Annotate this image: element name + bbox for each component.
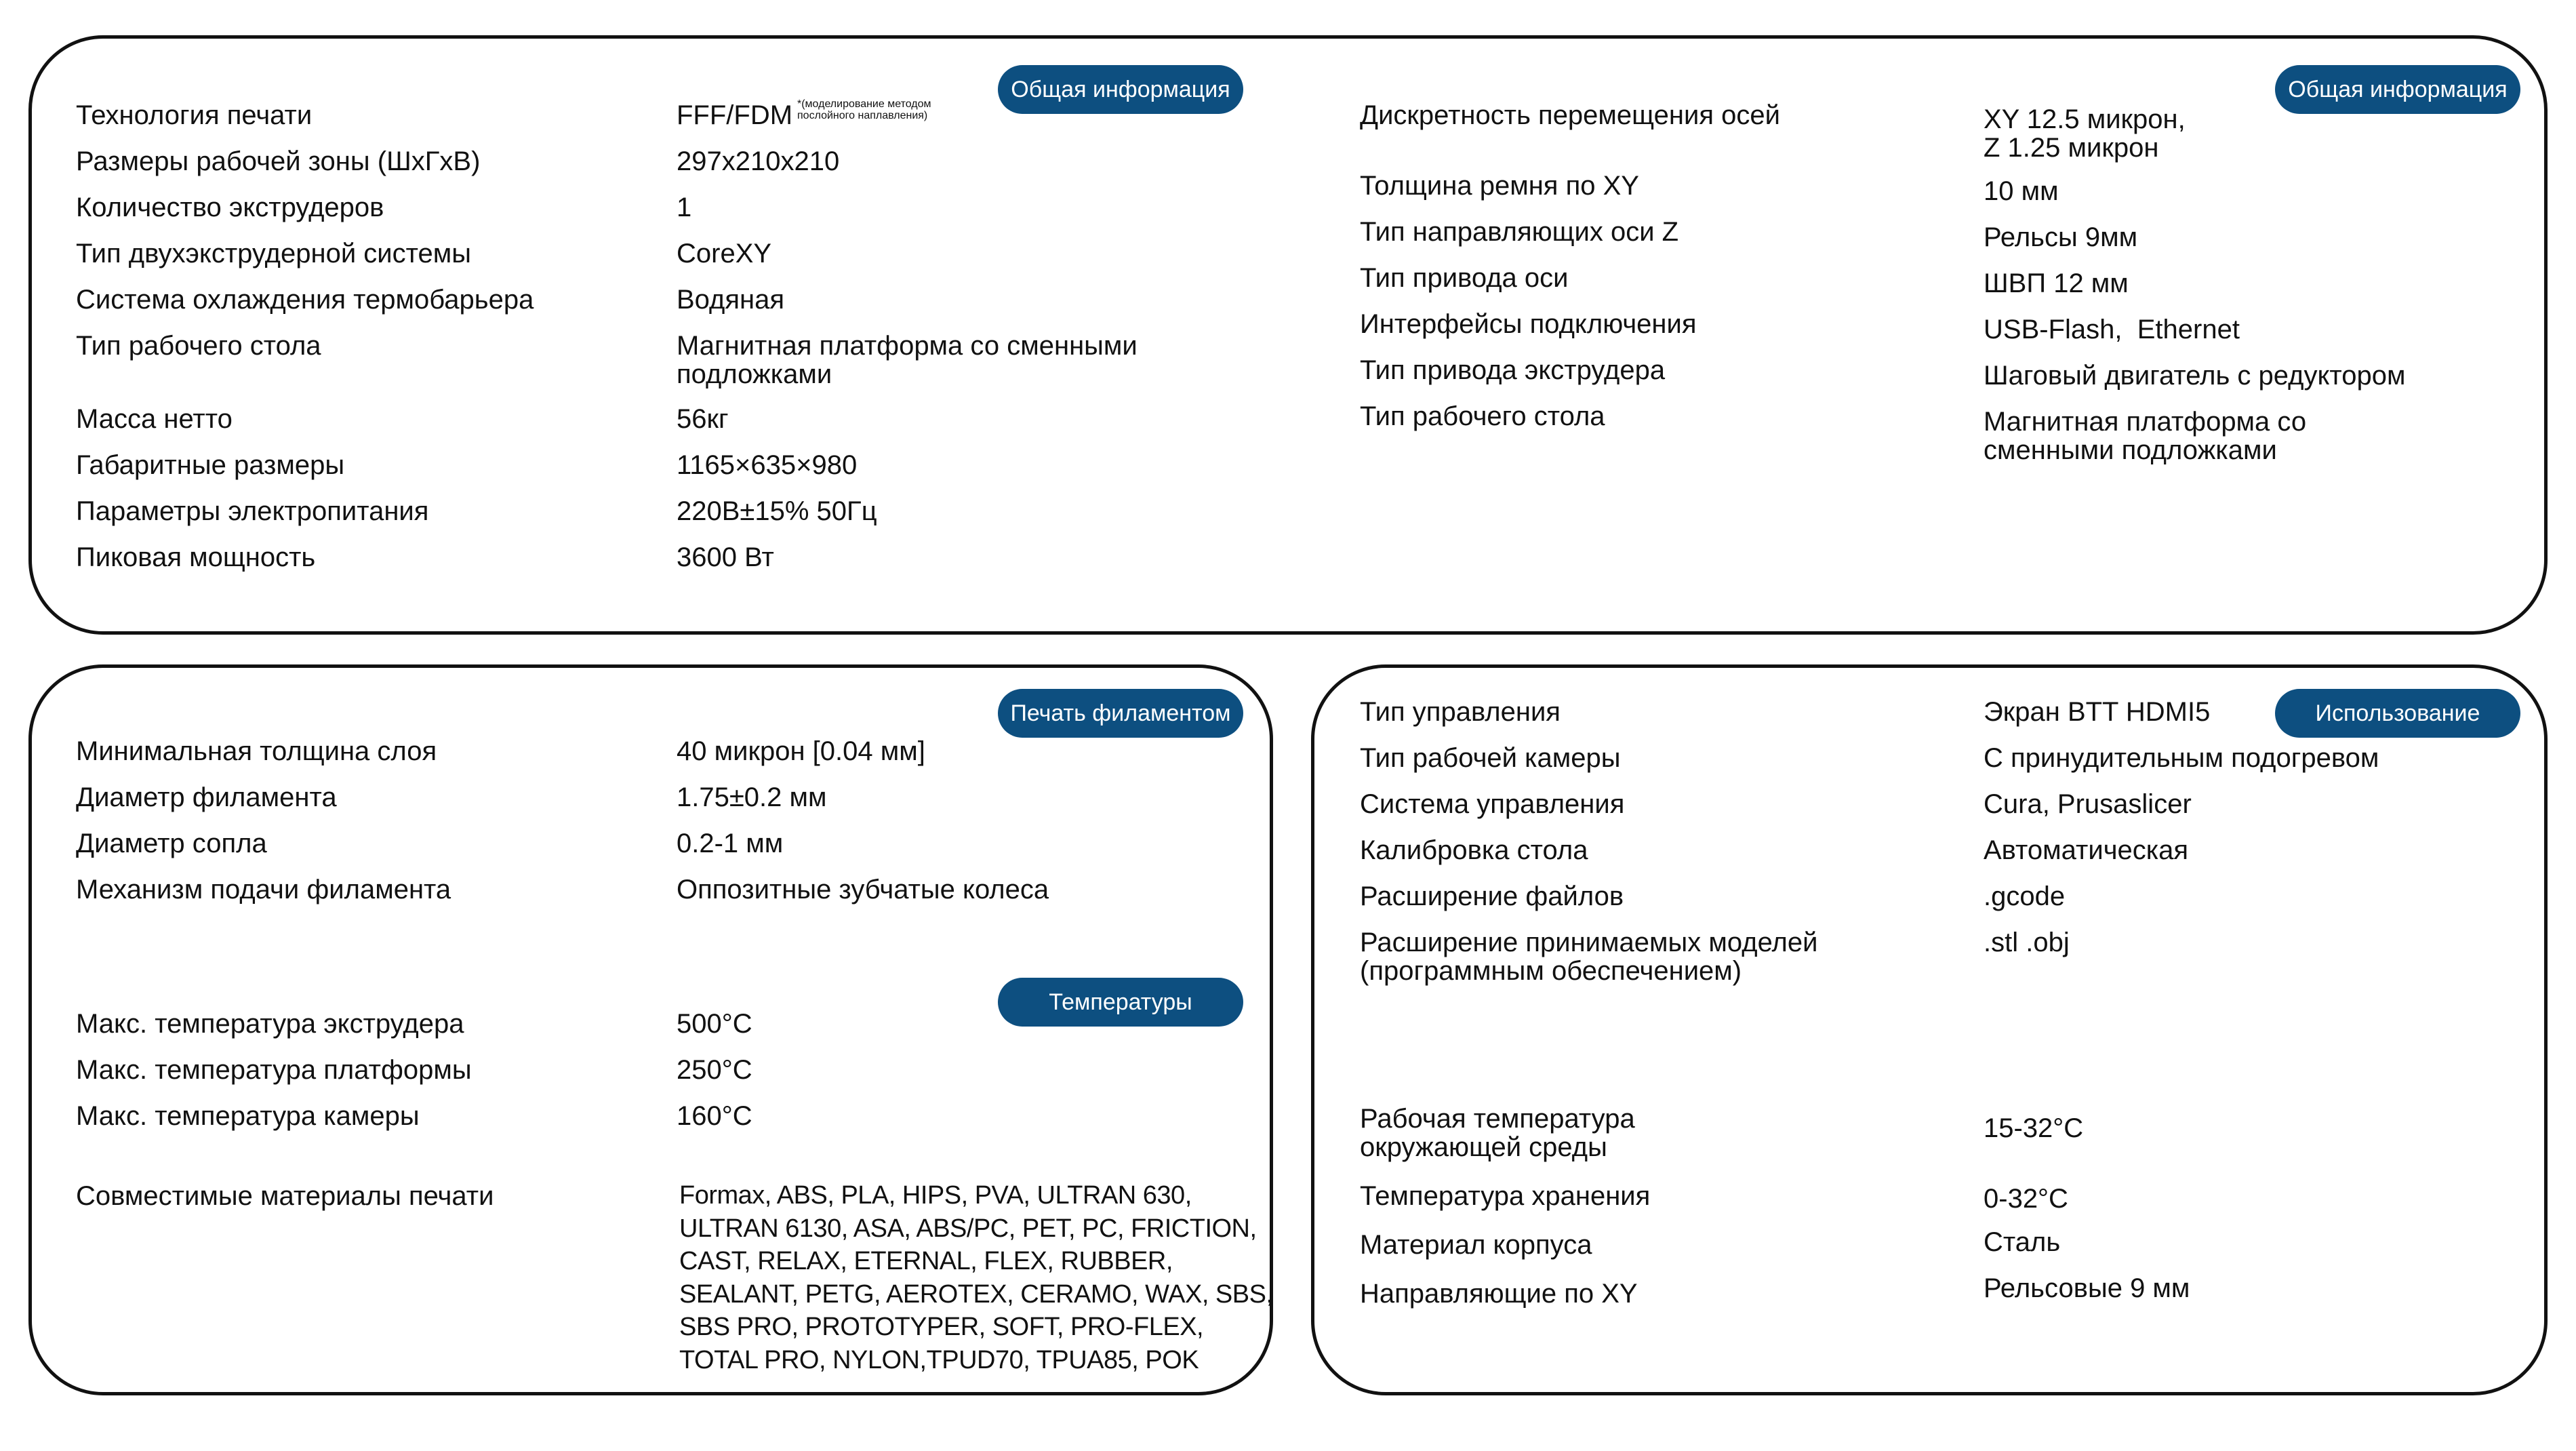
spec-label: Макс. температура камеры bbox=[76, 1101, 420, 1131]
spec-value: Шаговый двигатель с редуктором bbox=[1984, 361, 2406, 391]
spec-label: Масса нетто bbox=[76, 404, 233, 434]
spec-value: Водяная bbox=[677, 285, 785, 315]
spec-label: Тип направляющих оси Z bbox=[1360, 217, 1679, 247]
spec-label: Габаритные размеры bbox=[76, 450, 345, 480]
general-info-badge-right[interactable]: Общая информация bbox=[2275, 65, 2520, 114]
spec-value: 1 bbox=[677, 193, 692, 222]
spec-label: Толщина ремня по XY bbox=[1360, 171, 1639, 201]
spec-label: Направляющие по XY bbox=[1360, 1279, 1638, 1309]
spec-value: Рельсовые 9 мм bbox=[1984, 1273, 2190, 1303]
spec-label: Диаметр филамента bbox=[76, 782, 337, 812]
spec-value: Автоматическая bbox=[1984, 835, 2189, 865]
spec-label: Температура хранения bbox=[1360, 1181, 1651, 1211]
spec-value: ШВП 12 мм bbox=[1984, 269, 2129, 298]
spec-label: Размеры рабочей зоны (ШхГхВ) bbox=[76, 146, 481, 176]
spec-label: Тип привода оси bbox=[1360, 263, 1569, 293]
spec-label: Макс. температура платформы bbox=[76, 1055, 472, 1085]
spec-value: Магнитная платформа со сменными подложками bbox=[1984, 407, 2307, 465]
spec-value: XY 12.5 микрон, Z 1.25 микрон bbox=[1984, 104, 2186, 163]
spec-label: Тип рабочего стола bbox=[76, 331, 321, 361]
spec-value: 40 микрон [0.04 мм] bbox=[677, 736, 925, 766]
spec-label: Система управления bbox=[1360, 789, 1625, 819]
materials-list: Formax, ABS, PLA, HIPS, PVA, ULTRAN 630, ULTRAN 6130, ASA, ABS/PC, PET, PC, FRICTION, CAST, RELAX, ETERNAL, FLEX, RUBBER, SEALANT, PETG, AEROTEX, CERAMO, WAX, SBS, SBS PRO, PROTOTYPER, SOFT, PRO-FLEX, TOTAL PRO, NYLON,TPUD70, TPUA85, POK bbox=[679, 1181, 1273, 1374]
spec-value: 15-32°C bbox=[1984, 1113, 2084, 1143]
spec-label: Расширение принимаемых моделей (программным обеспечением) bbox=[1360, 928, 1818, 986]
spec-value: Оппозитные зубчатые колеса bbox=[677, 875, 1049, 905]
spec-label: Система охлаждения термобарьера bbox=[76, 285, 534, 315]
spec-label: Тип управления bbox=[1360, 697, 1561, 727]
spec-label: Минимальная толщина слоя bbox=[76, 736, 437, 766]
spec-label: Калибровка стола bbox=[1360, 835, 1588, 865]
spec-value: Экран BTT HDMI5 bbox=[1984, 697, 2211, 727]
spec-value: 1165×635×980 bbox=[677, 450, 858, 480]
spec-label: Тип двухэкструдерной системы bbox=[76, 239, 471, 269]
spec-value: 0-32°C bbox=[1984, 1184, 2068, 1214]
spec-value: 3600 Вт bbox=[677, 542, 774, 572]
spec-value: Сталь bbox=[1984, 1227, 2061, 1257]
spec-value: USB-Flash, Ethernet bbox=[1984, 315, 2240, 344]
spec-label: Совместимые материалы печати bbox=[76, 1181, 494, 1211]
temperatures-badge[interactable]: Температуры bbox=[998, 978, 1243, 1027]
spec-value: Cura, Prusaslicer bbox=[1984, 789, 2192, 819]
spec-label: Интерфейсы подключения bbox=[1360, 309, 1697, 339]
spec-value: 220В±15% 50Гц bbox=[677, 496, 877, 526]
usage-badge[interactable]: Использование bbox=[2275, 689, 2520, 738]
spec-value: 0.2-1 мм bbox=[677, 829, 784, 858]
spec-label: Механизм подачи филамента bbox=[76, 875, 451, 905]
spec-label: Тип привода экструдера bbox=[1360, 355, 1666, 385]
spec-value: .gcode bbox=[1984, 881, 2066, 911]
spec-value: Рельсы 9мм bbox=[1984, 222, 2138, 252]
spec-value: 10 мм bbox=[1984, 176, 2059, 206]
spec-value: CoreXY bbox=[677, 239, 772, 269]
spec-label: Технология печати bbox=[76, 100, 313, 130]
spec-label: Макс. температура экструдера bbox=[76, 1009, 464, 1039]
spec-value: FFF/FDM bbox=[677, 100, 793, 130]
spec-label: Пиковая мощность bbox=[76, 542, 316, 572]
spec-value: 160°C bbox=[677, 1101, 752, 1131]
spec-value: 250°C bbox=[677, 1055, 752, 1085]
spec-label: Рабочая температура окружающей среды bbox=[1360, 1104, 1635, 1162]
spec-value: С принудительным подогревом bbox=[1984, 743, 2379, 773]
spec-value: 1.75±0.2 мм bbox=[677, 782, 827, 812]
filament-badge[interactable]: Печать филаментом bbox=[998, 689, 1243, 738]
spec-value: 56кг bbox=[677, 404, 729, 434]
spec-label: Диаметр сопла bbox=[76, 829, 267, 858]
spec-value: 297x210x210 bbox=[677, 146, 840, 176]
spec-label: Материал корпуса bbox=[1360, 1230, 1592, 1260]
spec-label: Расширение файлов bbox=[1360, 881, 1624, 911]
spec-label: Параметры электропитания bbox=[76, 496, 429, 526]
spec-value: Магнитная платформа со сменными подложками bbox=[677, 331, 1138, 389]
spec-value: 500°C bbox=[677, 1009, 752, 1039]
spec-label: Количество экструдеров bbox=[76, 193, 384, 222]
spec-label: Дискретность перемещения осей bbox=[1360, 100, 1780, 130]
spec-footnote: *(моделирование методом послойного наплавления) bbox=[797, 98, 931, 121]
spec-label: Тип рабочего стола bbox=[1360, 401, 1605, 431]
general-info-badge[interactable]: Общая информация bbox=[998, 65, 1243, 114]
spec-label: Тип рабочей камеры bbox=[1360, 743, 1621, 773]
spec-value: .stl .obj bbox=[1984, 928, 2070, 957]
